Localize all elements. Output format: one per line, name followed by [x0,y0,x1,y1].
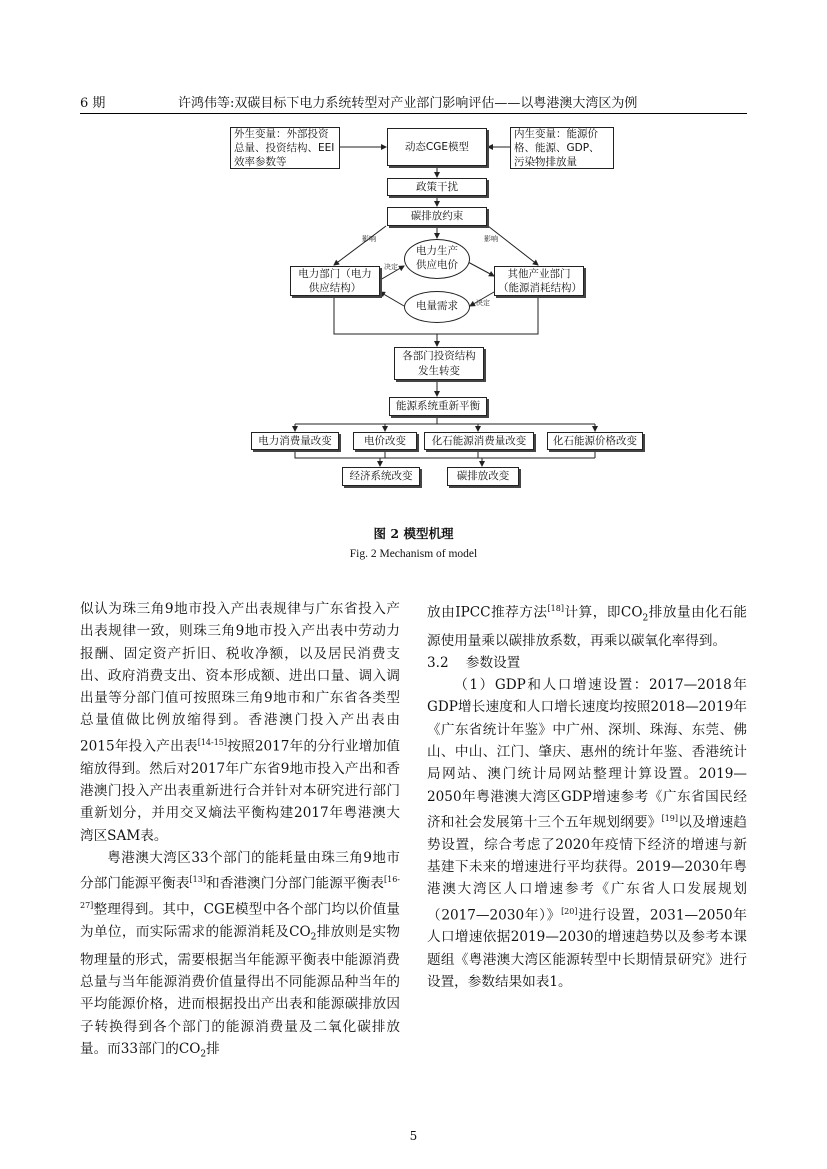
power-demand-ellipse: 电量需求 [404,291,470,323]
output-power-price-box: 电价改变 [353,432,417,450]
citation: [14-15] [197,737,228,747]
left-paragraph-2: 粤港澳大湾区33个部门的能耗量由珠三角9地市分部门能源平衡表[13]和香港澳门分部门能源平衡表[16-27]整理得到。其中，CGE模型中各个部门均以价值量为单位，而实际需求的能源消耗及$CO_2$排放则是实物物理量的形式，需要根据当年能源平衡表中能源消费总量与当年能源消费价值量得出不同能源品种当年的平均能源价格，进而根据投出产出表和能源碳排放因子转换得到各个部门的能源消费量及二氧化碳排放量。而33部门的$CO_2$排 [80,849,401,1060]
figure-2-mechanism [0,0,827,580]
power-sector-box: 电力部门（电力供应结构） [290,266,380,296]
citation: [20] [561,906,578,916]
influence-label-left: 影响 [362,235,376,243]
issue-number: 6 期 [80,96,106,111]
citation: [16-27] [80,875,401,910]
output-fossil-price-box: 化石能源价格改变 [547,432,643,450]
rebalance-box: 能源系统重新平衡 [389,397,487,416]
page-number: 5 [409,1129,418,1143]
flow-arrows [0,0,827,580]
policy-shock-box: 政策干扰 [387,178,487,196]
carbon-constraint-box: 碳排放约束 [387,207,487,226]
power-price-ellipse: 电力生产供应电价 [404,239,470,279]
decide-label-left: 决定 [384,263,398,271]
influence-label-right: 影响 [484,235,498,243]
left-paragraph-1: 似认为珠三角9地市投入产出表规律与广东省投入产出表规律一致，则珠三角9地市投入产出表中劳动力报酬、固定资产折旧、税收净额，以及居民消费支出、政府消费支出、资本形成额、进出口量、调入调出量等分部门值可按照珠三角9地市和广东省各类型总量值做比例放缩得到。香港澳门投入产出表由2015年投入产出表[14-15]按照2017年的分行业增加值缩放得到。然后对2017年广东省9地市投入产出和香港澳门投入产出表重新进行合并针对本研究进行部门重新划分，并用交叉熵法平衡构建2017年粤港澳大湾区SAM表。 [80,601,400,844]
investment-change-box: 各部门投资结构发生转变 [394,347,484,380]
cge-model-box: 动态CGE模型 [387,128,487,166]
right-paragraph-2: （1）GDP和人口增速设置：2017—2018年GDP增长速度和人口增长速度均按照2018—2019年《广东省统计年鉴》中广州、深圳、珠海、东莞、佛山、中山、江门、肇庆、惠州的统计年鉴、香港统计局网站、澳门统计局网站整理计算设置。2019—2050年粤港澳大湾区GDP增速参考《广东省国民经济和社会发展第十三个五年规划纲要》[19]以及增速趋势设置，综合考虑了2020年疫情下经济的增速与新基建下未来的增速进行平均获得。2019—2030年粤港澳大湾区人口增速参考《广东省人口发展规划（2017—2030年）》[20]进行设置，2031—2050年人口增速依据2019—2030的增速趋势以及参考本课题组《粤港澳大湾区能源转型中长期情景研究》进行设置，参数结果如表1。 [427,677,748,991]
economy-change-box: 经济系统改变 [342,467,420,486]
running-title: 许鸿伟等:双碳目标下电力系统转型对产业部门影响评估——以粤港澳大湾区为例 [178,96,638,111]
output-fossil-consumption-box: 化石能源消费量改变 [424,432,534,450]
exogenous-variables-box: 外生变量：外部投资总量、投资结构、EEI效率参数等 [230,127,340,169]
endogenous-variables-box: 内生变量：能源价格、能源、GDP、污染物排放量 [510,127,614,169]
right-paragraph-1: 放由IPCC推荐方法[18]计算，即$CO_2$排放量由化石能源使用量乘以碳排放系数，再乘以碳氧化率得到。 [427,604,748,649]
citation: [13] [189,875,206,885]
other-sectors-box: 其他产业部门（能源消耗结构） [494,266,584,296]
citation: [18] [547,604,564,613]
left-column [80,598,400,1066]
decide-label-right: 决定 [476,299,490,307]
figure-caption-cn: 图 2 模型机理 [373,526,454,541]
citation: [19] [661,813,679,823]
emission-change-box: 碳排放改变 [447,467,519,486]
section-heading-3-2: 3.2 参数设置 [427,654,521,671]
right-column [427,598,747,993]
figure-caption-en: Fig. 2 Mechanism of model [349,548,478,560]
output-power-consumption-box: 电力消费量改变 [251,432,339,450]
